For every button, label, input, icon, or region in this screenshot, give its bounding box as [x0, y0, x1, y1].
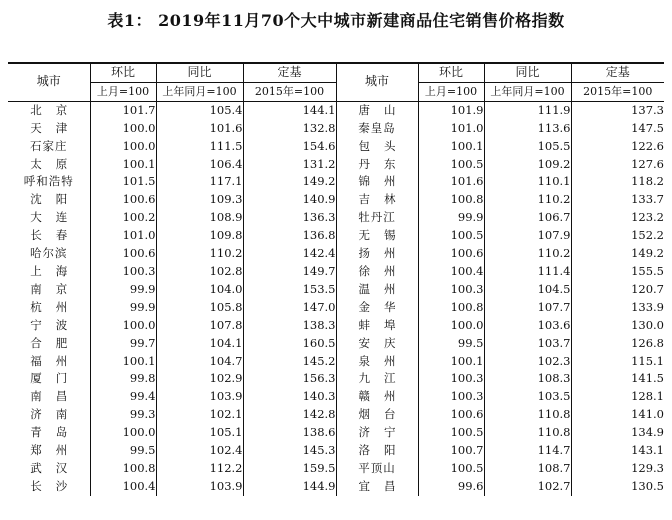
mom-value-cell: 100.4: [418, 263, 484, 281]
city-name-cell: 洛阳: [336, 442, 418, 460]
mom-value-cell: 99.9: [90, 281, 156, 299]
base-value-cell: 132.8: [243, 120, 336, 138]
base-value-cell: 144.9: [243, 478, 336, 496]
base-value-cell: 133.7: [571, 191, 664, 209]
yoy-value-cell: 104.7: [156, 353, 243, 371]
city-name-cell: 徐州: [336, 263, 418, 281]
city-name-cell: 上海: [30, 263, 82, 278]
city-name-cell: 天津: [30, 120, 82, 135]
mom-value-cell: 100.3: [418, 281, 484, 299]
mom-value-cell: 100.1: [418, 138, 484, 156]
mom-value-cell: 100.5: [418, 156, 484, 174]
mom-value-cell: 100.8: [90, 460, 156, 478]
yoy-value-cell: 110.8: [484, 424, 571, 442]
yoy-value-cell: 103.7: [484, 335, 571, 353]
base-value-cell: 145.3: [243, 442, 336, 460]
table-row: [8, 101, 664, 119]
base-value-cell: 149.7: [243, 263, 336, 281]
city-name-cell: 呼和浩特: [23, 174, 74, 189]
mom-value-cell: 100.0: [90, 138, 156, 156]
mom-value-cell: 100.5: [418, 424, 484, 442]
yoy-value-cell: 111.5: [156, 138, 243, 156]
base-value-cell: 141.5: [571, 370, 664, 388]
mom-value-cell: 100.6: [90, 245, 156, 263]
yoy-value-cell: 102.1: [156, 406, 243, 424]
yoy-value-cell: 110.2: [484, 245, 571, 263]
city-name-cell: 金华: [336, 299, 418, 317]
yoy-value-cell: 105.1: [156, 424, 243, 442]
mom-value-cell: 100.8: [418, 191, 484, 209]
yoy-value-cell: 107.8: [156, 317, 243, 335]
base-value-cell: 152.2: [571, 227, 664, 245]
base-value-cell: 142.4: [243, 245, 336, 263]
city-name-cell: 福州: [30, 353, 82, 368]
city-name-cell: 唐山: [336, 101, 418, 119]
table-row: [8, 245, 664, 263]
base-value-cell: 153.5: [243, 281, 336, 299]
mom-value-cell: 100.3: [418, 370, 484, 388]
table-row: [8, 353, 664, 371]
mom-subheader: 上月=100: [90, 82, 156, 101]
city-name-cell: 厦门: [30, 371, 82, 386]
mom-value-cell: 99.9: [418, 209, 484, 227]
base-value-cell: 122.6: [571, 138, 664, 156]
yoy-value-cell: 112.2: [156, 460, 243, 478]
table-row: [8, 370, 664, 388]
city-name-cell: 沈阳: [30, 192, 82, 207]
city-name-cell: 蚌埠: [336, 317, 418, 335]
yoy-column-header: 同比: [156, 63, 243, 82]
base-value-cell: 133.9: [571, 299, 664, 317]
yoy-value-cell: 108.7: [484, 460, 571, 478]
mom-value-cell: 100.0: [90, 424, 156, 442]
city-name-cell: 宜昌: [336, 478, 418, 496]
table-row: [8, 442, 664, 460]
yoy-value-cell: 106.7: [484, 209, 571, 227]
table-row: [8, 263, 664, 281]
mom-value-cell: 100.4: [90, 478, 156, 496]
table-row: [8, 191, 664, 209]
base-value-cell: 140.3: [243, 388, 336, 406]
city-name-cell: 赣州: [336, 388, 418, 406]
mom-value-cell: 100.3: [90, 263, 156, 281]
base-value-cell: 149.2: [243, 173, 336, 191]
city-name-cell: 无锡: [336, 227, 418, 245]
base-value-cell: 156.3: [243, 370, 336, 388]
city-name-cell: 合肥: [30, 335, 82, 350]
mom-value-cell: 100.0: [90, 317, 156, 335]
mom-value-cell: 99.9: [90, 299, 156, 317]
yoy-value-cell: 103.9: [156, 478, 243, 496]
base-value-cell: 115.1: [571, 353, 664, 371]
yoy-value-cell: 104.0: [156, 281, 243, 299]
mom-value-cell: 101.6: [418, 173, 484, 191]
base-value-cell: 126.8: [571, 335, 664, 353]
city-name-cell: 长沙: [30, 478, 82, 493]
base-value-cell: 144.1: [243, 101, 336, 119]
city-name-cell: 九江: [336, 370, 418, 388]
yoy-column-header: 同比: [484, 63, 571, 82]
city-name-cell: 平顶山: [336, 460, 418, 478]
mom-value-cell: 101.0: [418, 120, 484, 138]
yoy-value-cell: 108.9: [156, 209, 243, 227]
base-value-cell: 134.9: [571, 424, 664, 442]
table-row: [8, 299, 664, 317]
table-row: [8, 120, 664, 138]
mom-value-cell: 100.1: [418, 353, 484, 371]
base-value-cell: 131.2: [243, 156, 336, 174]
city-name-cell: 北京: [30, 102, 82, 117]
mom-value-cell: 100.1: [90, 353, 156, 371]
mom-value-cell: 99.6: [418, 478, 484, 496]
mom-value-cell: 100.6: [418, 245, 484, 263]
city-name-cell: 宁波: [30, 317, 82, 332]
yoy-value-cell: 111.9: [484, 101, 571, 119]
base-value-cell: 129.3: [571, 460, 664, 478]
base-value-cell: 147.5: [571, 120, 664, 138]
base-value-cell: 140.9: [243, 191, 336, 209]
yoy-subheader: 上年同月=100: [484, 82, 571, 101]
base-value-cell: 145.2: [243, 353, 336, 371]
price-index-table: [8, 62, 664, 496]
table-row: [8, 209, 664, 227]
mom-value-cell: 99.5: [418, 335, 484, 353]
table-row: [8, 406, 664, 424]
yoy-value-cell: 109.2: [484, 156, 571, 174]
mom-value-cell: 99.7: [90, 335, 156, 353]
city-name-cell: 扬州: [336, 245, 418, 263]
yoy-value-cell: 108.3: [484, 370, 571, 388]
mom-subheader: 上月=100: [418, 82, 484, 101]
yoy-value-cell: 102.7: [484, 478, 571, 496]
city-name-cell: 泉州: [336, 353, 418, 371]
mom-value-cell: 100.6: [418, 406, 484, 424]
table-row: [8, 335, 664, 353]
city-name-cell: 大连: [30, 210, 82, 225]
mom-value-cell: 99.5: [90, 442, 156, 460]
base-subheader: 2015年=100: [571, 82, 664, 101]
base-value-cell: 159.5: [243, 460, 336, 478]
mom-column-header: 环比: [90, 63, 156, 82]
yoy-value-cell: 105.5: [484, 138, 571, 156]
city-name-cell: 温州: [336, 281, 418, 299]
mom-value-cell: 100.8: [418, 299, 484, 317]
city-column-header: 城市: [336, 63, 418, 101]
city-name-cell: 南昌: [30, 389, 82, 404]
mom-value-cell: 100.5: [418, 460, 484, 478]
mom-value-cell: 99.3: [90, 406, 156, 424]
mom-value-cell: 100.3: [418, 388, 484, 406]
city-name-cell: 锦州: [336, 173, 418, 191]
city-name-cell: 秦皇岛: [336, 120, 418, 138]
base-value-cell: 118.2: [571, 173, 664, 191]
yoy-value-cell: 103.5: [484, 388, 571, 406]
base-value-cell: 149.2: [571, 245, 664, 263]
city-name-cell: 太原: [30, 156, 82, 171]
city-name-cell: 丹东: [336, 156, 418, 174]
mom-value-cell: 101.7: [90, 101, 156, 119]
city-column-header: 城市: [8, 63, 90, 101]
yoy-subheader: 上年同月=100: [156, 82, 243, 101]
mom-column-header: 环比: [418, 63, 484, 82]
yoy-value-cell: 107.7: [484, 299, 571, 317]
yoy-value-cell: 102.9: [156, 370, 243, 388]
base-column-header: 定基: [243, 63, 336, 82]
table-row: [8, 478, 664, 496]
yoy-value-cell: 110.8: [484, 406, 571, 424]
table-row: [8, 156, 664, 174]
base-value-cell: 147.0: [243, 299, 336, 317]
city-name-cell: 济宁: [336, 424, 418, 442]
table-row: [8, 138, 664, 156]
base-value-cell: 137.3: [571, 101, 664, 119]
header-row: [8, 63, 664, 82]
yoy-value-cell: 110.2: [484, 191, 571, 209]
city-name-cell: 烟台: [336, 406, 418, 424]
base-value-cell: 143.1: [571, 442, 664, 460]
base-value-cell: 136.8: [243, 227, 336, 245]
base-column-header: 定基: [571, 63, 664, 82]
yoy-value-cell: 102.4: [156, 442, 243, 460]
table-row: [8, 424, 664, 442]
city-name-cell: 石家庄: [30, 138, 68, 153]
city-name-cell: 哈尔滨: [30, 246, 68, 261]
table-row: [8, 281, 664, 299]
mom-value-cell: 100.1: [90, 156, 156, 174]
mom-value-cell: 100.5: [418, 227, 484, 245]
city-name-cell: 郑州: [30, 443, 82, 458]
base-subheader: 2015年=100: [243, 82, 336, 101]
yoy-value-cell: 101.6: [156, 120, 243, 138]
city-name-cell: 吉林: [336, 191, 418, 209]
table-row: [8, 173, 664, 191]
city-name-cell: 包头: [336, 138, 418, 156]
mom-value-cell: 100.7: [418, 442, 484, 460]
city-name-cell: 武汉: [30, 460, 82, 475]
base-value-cell: 138.3: [243, 317, 336, 335]
base-value-cell: 127.6: [571, 156, 664, 174]
mom-value-cell: 99.4: [90, 388, 156, 406]
base-value-cell: 130.0: [571, 317, 664, 335]
base-value-cell: 138.6: [243, 424, 336, 442]
mom-value-cell: 101.0: [90, 227, 156, 245]
yoy-value-cell: 117.1: [156, 173, 243, 191]
table-row: [8, 317, 664, 335]
yoy-value-cell: 106.4: [156, 156, 243, 174]
page-title: 表1： 2019年11月70个大中城市新建商品住宅销售价格指数: [107, 11, 565, 30]
mom-value-cell: 100.0: [418, 317, 484, 335]
city-name-cell: 长春: [30, 228, 82, 243]
yoy-value-cell: 107.9: [484, 227, 571, 245]
base-value-cell: 154.6: [243, 138, 336, 156]
yoy-value-cell: 110.1: [484, 173, 571, 191]
yoy-value-cell: 105.8: [156, 299, 243, 317]
base-value-cell: 142.8: [243, 406, 336, 424]
table-row: [8, 227, 664, 245]
city-name-cell: 杭州: [30, 299, 82, 314]
yoy-value-cell: 113.6: [484, 120, 571, 138]
base-value-cell: 136.3: [243, 209, 336, 227]
mom-value-cell: 100.6: [90, 191, 156, 209]
yoy-value-cell: 103.9: [156, 388, 243, 406]
city-name-cell: 南京: [30, 281, 82, 296]
mom-value-cell: 99.8: [90, 370, 156, 388]
yoy-value-cell: 111.4: [484, 263, 571, 281]
yoy-value-cell: 105.4: [156, 101, 243, 119]
yoy-value-cell: 110.2: [156, 245, 243, 263]
city-name-cell: 安庆: [336, 335, 418, 353]
yoy-value-cell: 103.6: [484, 317, 571, 335]
mom-value-cell: 100.0: [90, 120, 156, 138]
city-name-cell: 牡丹江: [336, 209, 418, 227]
base-value-cell: 141.0: [571, 406, 664, 424]
base-value-cell: 128.1: [571, 388, 664, 406]
base-value-cell: 155.5: [571, 263, 664, 281]
base-value-cell: 123.2: [571, 209, 664, 227]
yoy-value-cell: 102.8: [156, 263, 243, 281]
base-value-cell: 130.5: [571, 478, 664, 496]
city-name-cell: 济南: [30, 407, 82, 422]
base-value-cell: 120.7: [571, 281, 664, 299]
table-row: [8, 460, 664, 478]
yoy-value-cell: 114.7: [484, 442, 571, 460]
yoy-value-cell: 109.3: [156, 191, 243, 209]
table-row: [8, 388, 664, 406]
yoy-value-cell: 109.8: [156, 227, 243, 245]
mom-value-cell: 101.9: [418, 101, 484, 119]
city-name-cell: 青岛: [30, 425, 82, 440]
yoy-value-cell: 102.3: [484, 353, 571, 371]
yoy-value-cell: 104.5: [484, 281, 571, 299]
yoy-value-cell: 104.1: [156, 335, 243, 353]
base-value-cell: 160.5: [243, 335, 336, 353]
mom-value-cell: 101.5: [90, 173, 156, 191]
mom-value-cell: 100.2: [90, 209, 156, 227]
